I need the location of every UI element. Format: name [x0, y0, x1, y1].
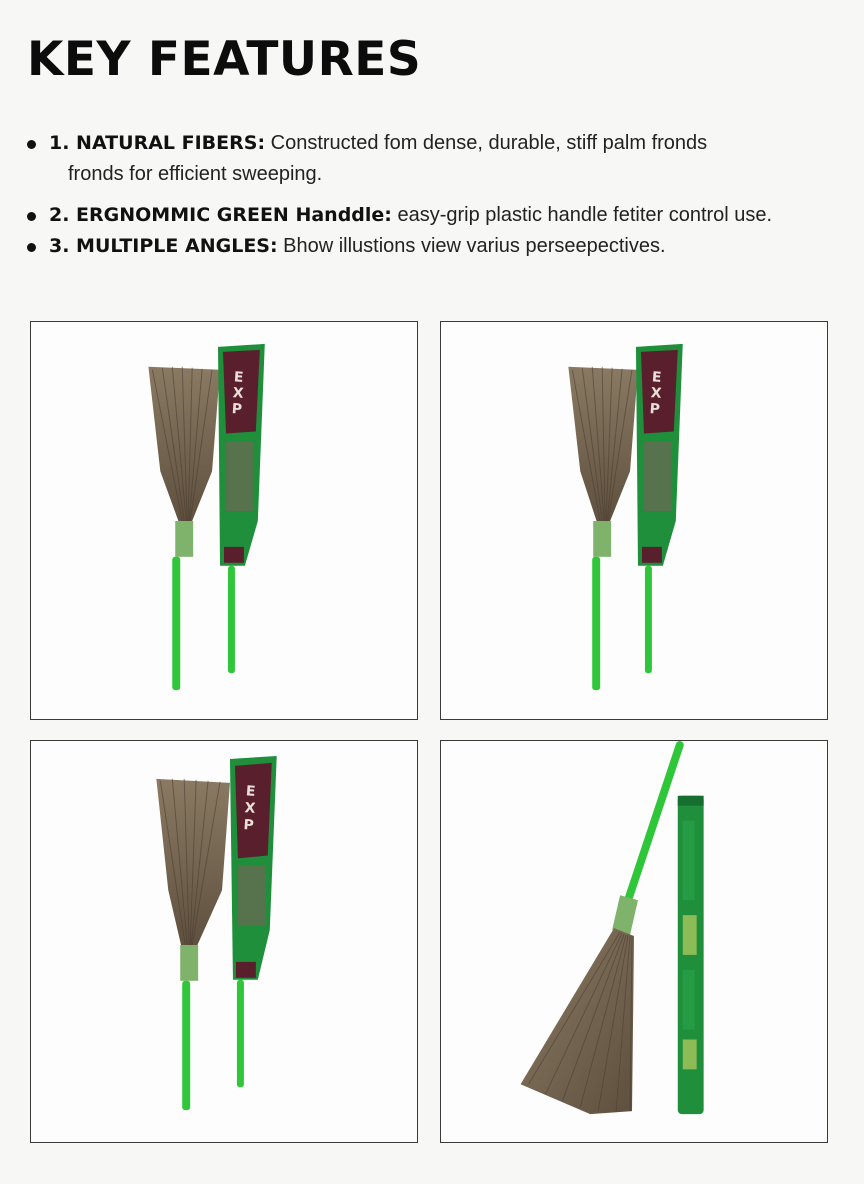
feature-label: 1. NATURAL FIBERS:: [49, 132, 266, 154]
broom-handle: [628, 745, 680, 900]
bullet-icon: [27, 243, 36, 252]
svg-text:X: X: [244, 800, 256, 817]
feature-list: [0, 128, 864, 262]
feature-continuation: fronds for efficient sweeping.: [68, 163, 323, 185]
svg-text:E: E: [233, 369, 244, 386]
broom-binding: [175, 521, 193, 557]
broom-bristles: [148, 367, 220, 526]
broom-bristles: [521, 928, 634, 1114]
feature-label: 3. MULTIPLE ANGLES:: [49, 235, 278, 257]
broom-bristles: [568, 367, 638, 526]
feature-item-natural-fibers: [0, 128, 864, 190]
svg-text:X: X: [650, 385, 663, 402]
page-title: KEY FEATURES: [27, 32, 422, 87]
broom-illustration: [441, 741, 827, 1142]
bullet-icon: [27, 140, 36, 149]
packaged-broom: [218, 344, 265, 673]
packaged-broom: [678, 796, 704, 1114]
broom-handle: [592, 557, 600, 690]
feature-description: Bhow illustions view varius perseepectives.: [283, 235, 666, 257]
packaged-broom: [636, 344, 683, 673]
product-image-front-view-copy: [440, 321, 828, 720]
broom-illustration: [31, 322, 417, 719]
feature-item-multiple-angles: [0, 231, 864, 262]
product-image-front-view: [30, 321, 418, 720]
feature-label: 2. ERGNOMMIC GREEN Handdle:: [49, 204, 392, 226]
product-image-leaning-view: [440, 740, 828, 1143]
broom-handle: [182, 981, 190, 1110]
svg-text:X: X: [232, 385, 245, 402]
svg-text:P: P: [649, 401, 661, 418]
broom-illustration: [441, 322, 827, 719]
broom-binding: [180, 945, 198, 981]
svg-text:P: P: [231, 401, 243, 418]
product-image-angled-view: [30, 740, 418, 1143]
broom-handle: [172, 557, 180, 690]
bullet-icon: [27, 212, 36, 221]
svg-text:E: E: [651, 369, 662, 386]
broom-illustration: [31, 741, 417, 1142]
feature-item-ergonomic-handle: [0, 200, 864, 231]
broom-bristles: [156, 779, 230, 950]
packaged-broom: [230, 756, 277, 1087]
svg-text:P: P: [242, 817, 255, 834]
feature-description: easy-grip plastic handle fetiter control use.: [397, 204, 773, 226]
broom-binding: [593, 521, 611, 557]
feature-description: Constructed fom dense, durable, stiff palm fronds: [270, 132, 708, 154]
svg-text:E: E: [245, 783, 256, 800]
